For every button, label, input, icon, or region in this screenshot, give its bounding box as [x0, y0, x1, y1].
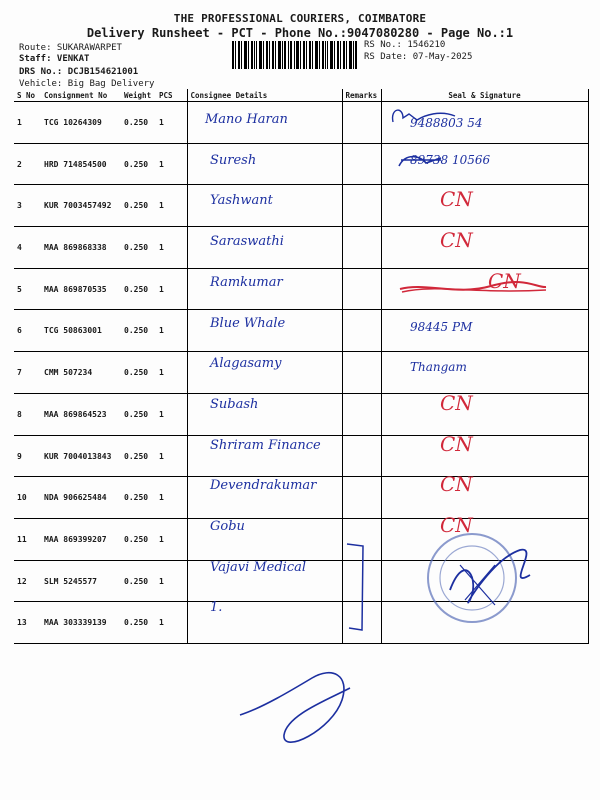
signature-mark: CN [440, 390, 473, 415]
cell-consignment: TCG 10264309 [41, 102, 121, 144]
table-row [14, 310, 588, 352]
cell-sno: 9 [14, 435, 41, 477]
cell-signature [381, 435, 588, 477]
consignee-handwriting: Ramkumar [210, 274, 283, 290]
cell-weight: 0.250 [121, 518, 156, 560]
bottom-signature-scribble [232, 660, 362, 765]
table-row [14, 102, 588, 144]
cell-consignment: NDA 906625484 [41, 477, 121, 519]
barcode-icon [232, 41, 357, 69]
cell-pcs: 1 [156, 352, 187, 394]
cell-remarks [342, 268, 381, 310]
header-consignee: Consignee Details [187, 89, 342, 102]
table-header-row [14, 89, 588, 102]
consignee-handwriting: Mano Haran [205, 112, 288, 127]
header-consignment: Consignment No [41, 89, 121, 102]
table-row [14, 227, 588, 269]
cell-consignment: MAA 869870535 [41, 268, 121, 310]
vehicle-label: Vehicle: Big Bag Delivery [19, 79, 155, 89]
cell-pcs: 1 [156, 227, 187, 269]
cell-consignment: MAA 303339139 [41, 602, 121, 644]
consignee-handwriting: Devendrakumar [210, 478, 317, 494]
cell-remarks [342, 227, 381, 269]
cell-weight: 0.250 [121, 393, 156, 435]
table-row [14, 185, 588, 227]
cell-sno: 10 [14, 477, 41, 519]
rs-date: RS Date: 07-May-2025 [364, 52, 473, 62]
cell-weight: 0.250 [121, 560, 156, 602]
table-row [14, 352, 588, 394]
consignee-handwriting: 1. [210, 600, 223, 616]
cell-sno: 4 [14, 227, 41, 269]
rs-number: RS No.: 1546210 [364, 40, 446, 50]
staff-label: Staff: VENKAT [19, 54, 90, 64]
header-signature: Seal & Signature [381, 89, 588, 102]
signature-mark: Thangam [410, 360, 467, 375]
table-row [14, 143, 588, 185]
cell-sno: 7 [14, 352, 41, 394]
cell-weight: 0.250 [121, 310, 156, 352]
cell-weight: 0.250 [121, 352, 156, 394]
bracket-mark [345, 540, 375, 635]
consignee-handwriting: Yashwant [210, 193, 273, 209]
cell-pcs: 1 [156, 185, 187, 227]
consignee-handwriting: Saraswathi [210, 234, 284, 250]
header-remarks: Remarks [342, 89, 381, 102]
signature-mark: 98445 PM [410, 319, 473, 334]
strikethrough-mark [396, 274, 556, 304]
cell-remarks [342, 143, 381, 185]
signature-scribble-2 [396, 148, 446, 173]
cell-remarks [342, 185, 381, 227]
consignee-handwriting: Vajavi Medical [210, 559, 307, 575]
cell-sno: 12 [14, 560, 41, 602]
cell-weight: 0.250 [121, 602, 156, 644]
cell-pcs: 1 [156, 560, 187, 602]
cell-pcs: 1 [156, 602, 187, 644]
cell-consignment: HRD 714854500 [41, 143, 121, 185]
cell-remarks [342, 393, 381, 435]
signature-mark: CN [440, 187, 473, 212]
signature-mark: CN [488, 268, 521, 293]
drs-number: DRS No.: DCJB154621001 [19, 67, 139, 77]
signature-mark: CN [440, 513, 473, 537]
cell-remarks [342, 310, 381, 352]
header-sno: S No [14, 89, 41, 102]
signature-mark: CN [440, 228, 473, 253]
table-row [14, 393, 588, 435]
cell-sno: 6 [14, 310, 41, 352]
cell-sno: 5 [14, 268, 41, 310]
cell-sno: 3 [14, 185, 41, 227]
cell-consignment: MAA 869399207 [41, 518, 121, 560]
cell-weight: 0.250 [121, 477, 156, 519]
header-pcs: PCS [156, 89, 187, 102]
cell-weight: 0.250 [121, 227, 156, 269]
cell-signature [381, 390, 588, 435]
runsheet-subtitle: Delivery Runsheet - PCT - Phone No.:9047080280 - Page No.:1 [86, 26, 514, 40]
header-weight: Weight [121, 89, 156, 102]
cell-signature [381, 477, 588, 519]
cell-signature [381, 185, 588, 227]
signature-mark: CN [440, 431, 473, 456]
cell-remarks [342, 435, 381, 477]
cell-weight: 0.250 [121, 185, 156, 227]
consignee-handwriting: Alagasamy [210, 356, 282, 372]
cell-pcs: 1 [156, 477, 187, 519]
signature-mark: 89738 10566 [410, 152, 491, 167]
consignee-handwriting: Subash [210, 396, 259, 412]
cell-consignment: KUR 7004013843 [41, 435, 121, 477]
cell-consignment: MAA 869868338 [41, 227, 121, 269]
cell-pcs: 1 [156, 518, 187, 560]
cell-consignment: TCG 50863001 [41, 310, 121, 352]
signature-scribble-1 [385, 100, 485, 135]
consignee-handwriting: Blue Whale [210, 315, 286, 331]
consignee-handwriting: Gobu [210, 519, 245, 534]
cell-pcs: 1 [156, 268, 187, 310]
cell-pcs: 1 [156, 435, 187, 477]
cell-consignment: MAA 869864523 [41, 393, 121, 435]
cell-sno: 2 [14, 143, 41, 185]
cell-weight: 0.250 [121, 143, 156, 185]
consignee-handwriting: Suresh [210, 152, 257, 168]
cell-pcs: 1 [156, 310, 187, 352]
cell-consignment: KUR 7003457492 [41, 185, 121, 227]
cell-sno: 8 [14, 393, 41, 435]
cell-consignment: SLM 5245577 [41, 560, 121, 602]
cell-sno: 11 [14, 518, 41, 560]
cell-pcs: 1 [156, 143, 187, 185]
cell-weight: 0.250 [121, 268, 156, 310]
cell-remarks [342, 352, 381, 394]
cell-sno: 1 [14, 102, 41, 144]
signature-mark: 9488803 54 [410, 116, 483, 130]
cell-pcs: 1 [156, 102, 187, 144]
cell-remarks [342, 477, 381, 519]
cell-weight: 0.250 [121, 102, 156, 144]
cell-remarks [342, 102, 381, 144]
cell-signature [381, 227, 588, 269]
seal-stamp-icon [410, 520, 560, 635]
cell-consignment: CMM 507234 [41, 352, 121, 394]
cell-weight: 0.250 [121, 435, 156, 477]
cell-sno: 13 [14, 602, 41, 644]
signature-mark: CN [440, 472, 473, 497]
company-title: THE PROFESSIONAL COURIERS, COIMBATORE [173, 12, 427, 25]
cell-pcs: 1 [156, 393, 187, 435]
consignee-handwriting: Shriram Finance [210, 437, 321, 453]
route-label: Route: SUKARAWARPET [19, 43, 122, 53]
